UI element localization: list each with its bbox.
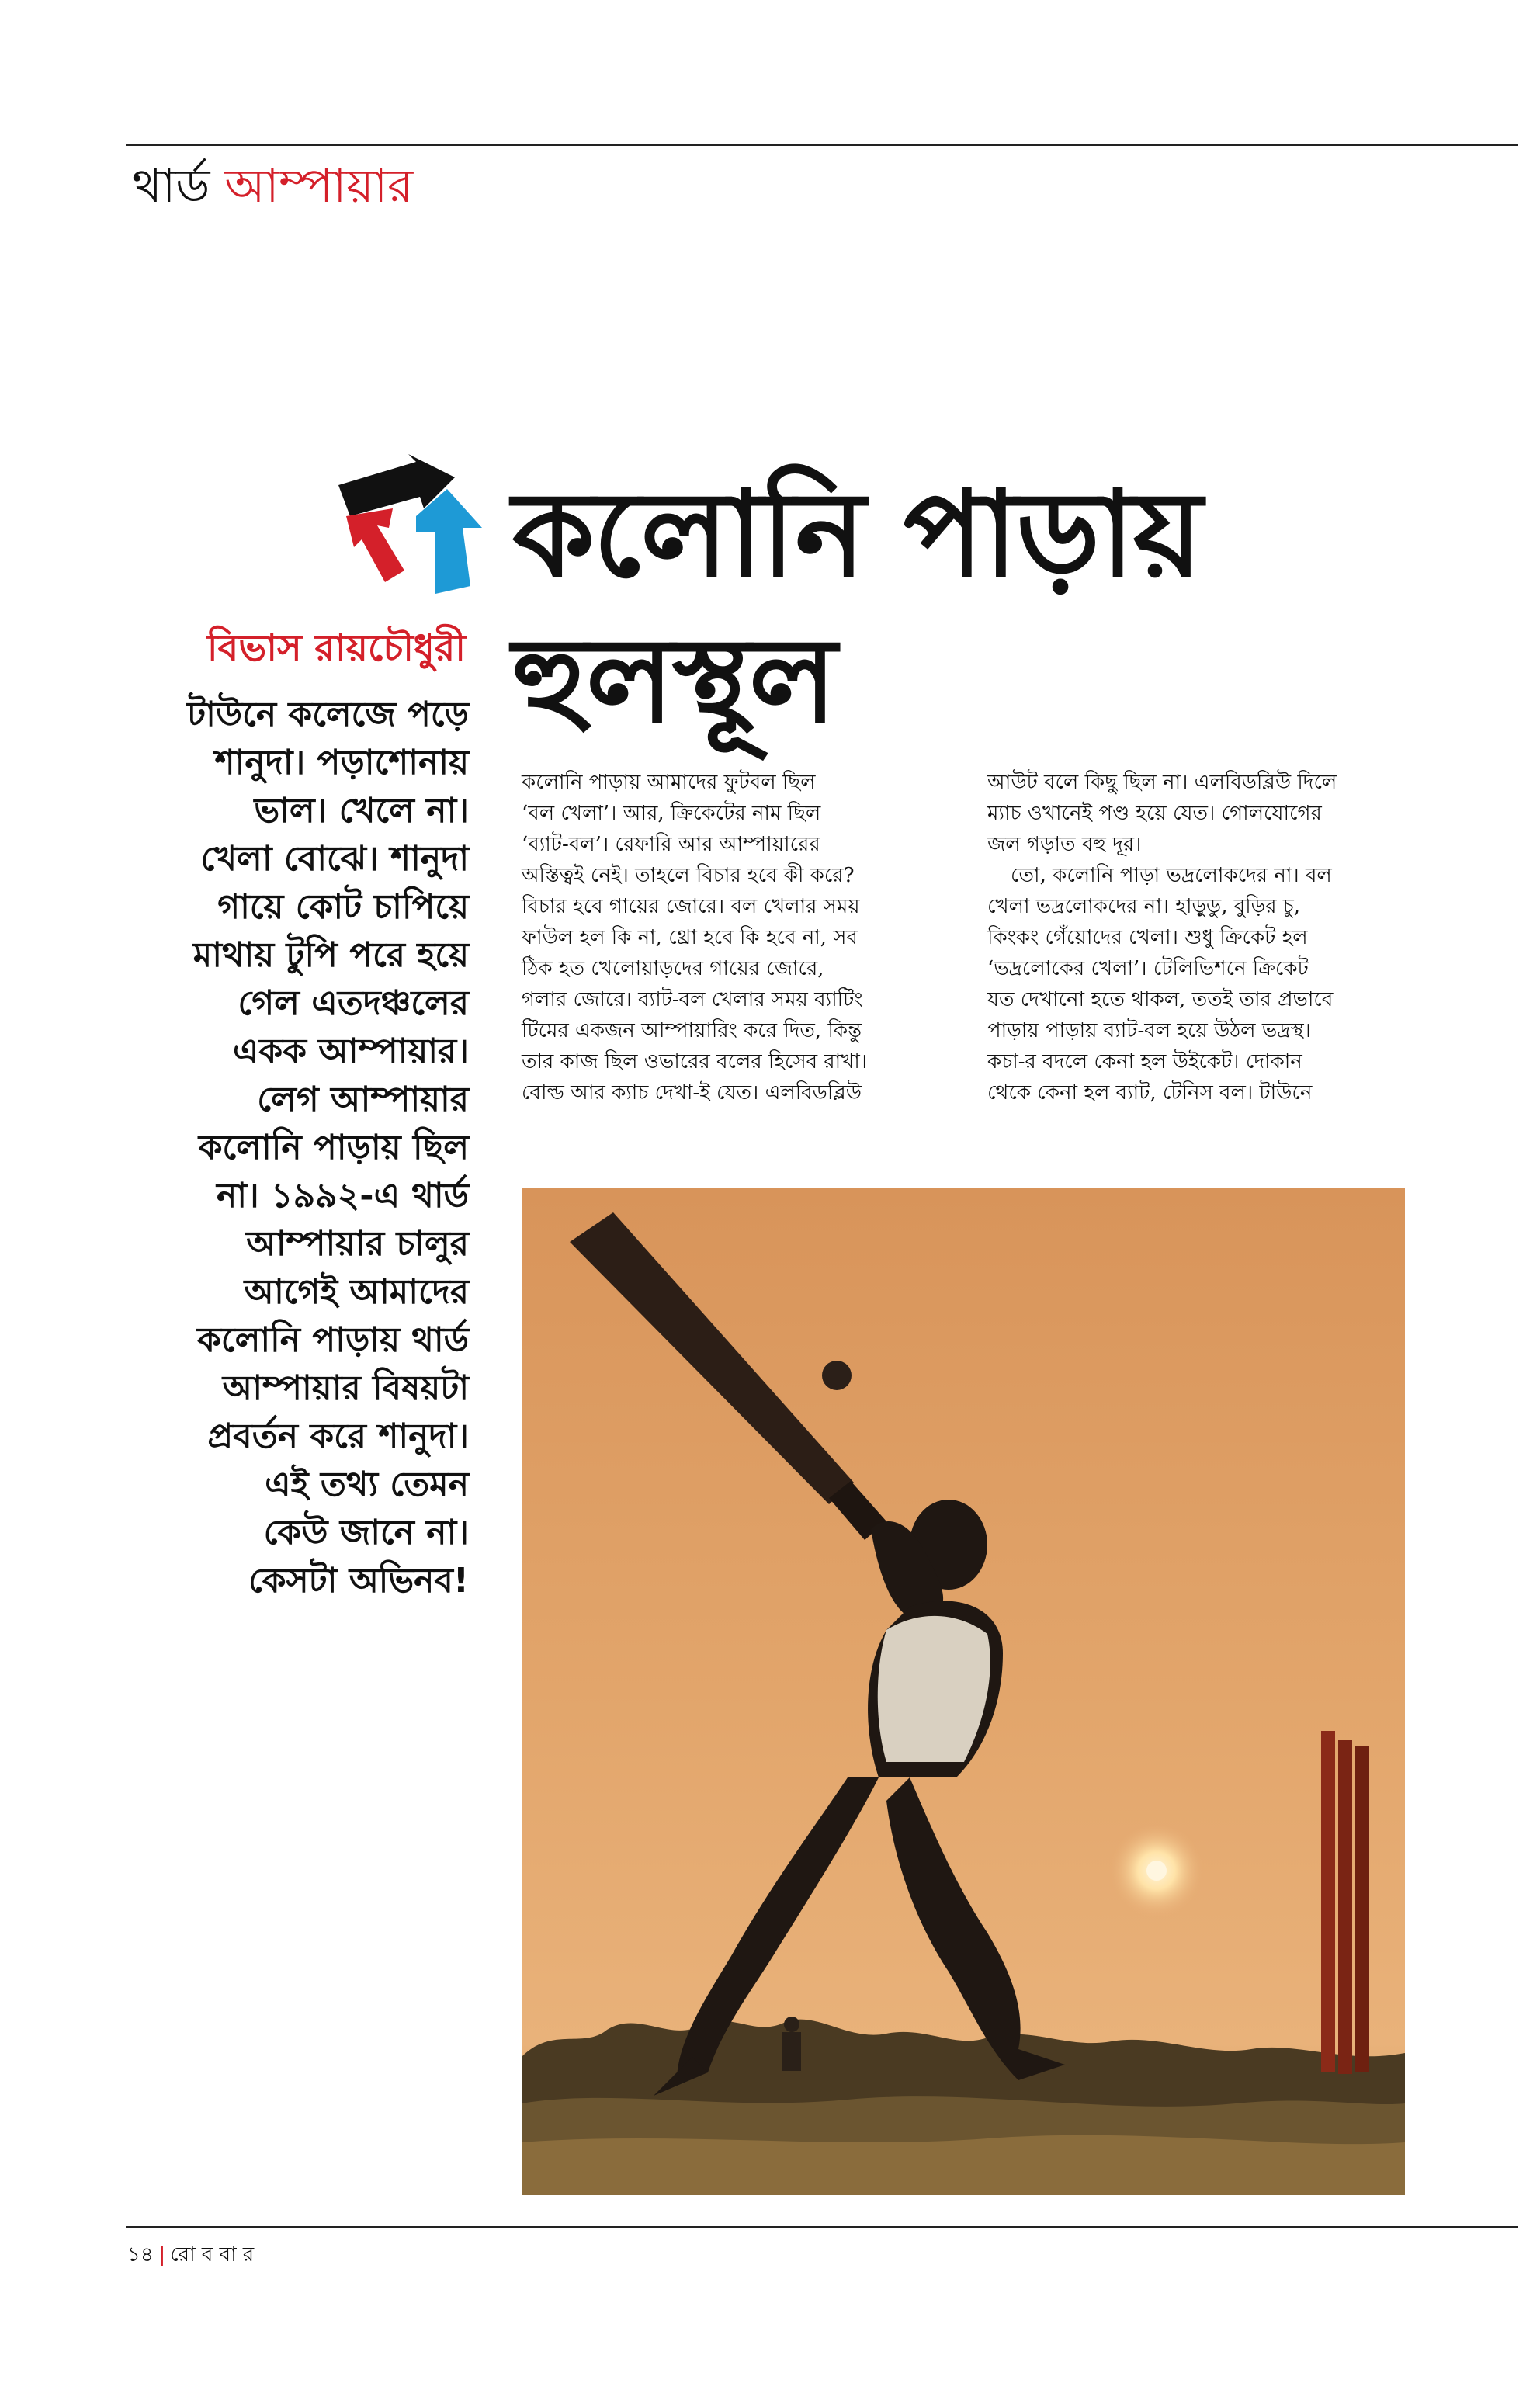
article-line: কচা-র বদলে কেনা হল উইকেট। দোকান — [987, 1050, 1302, 1073]
intro-line: মাথায় টুপি পরে হয়ে — [192, 935, 469, 975]
article-line: তার কাজ ছিল ওভারের বলের হিসেব রাখা। — [522, 1050, 868, 1073]
cricket-batsman-image — [522, 1188, 1405, 2195]
page-number: ১৪ — [127, 2243, 154, 2266]
intro-line: আম্পায়ার চালুর — [246, 1224, 469, 1264]
footer-separator: | — [158, 2243, 166, 2266]
intro-line: এই তথ্য তেমন — [265, 1465, 469, 1504]
intro-line: ভাল। খেলে না। — [254, 791, 469, 831]
article-line: কিংকং গেঁয়োদের খেলা। শুধু ক্রিকেট হল — [987, 926, 1308, 949]
article-column-1 — [522, 767, 967, 1108]
article-line: তো, কলোনি পাড়া ভদ্রলোকদের না। বল — [1011, 864, 1332, 887]
article-line: ‘বল খেলা’। আর, ক্রিকেটের নাম ছিল — [522, 802, 821, 825]
article-line: ঠিক হত খেলোয়াড়দের গায়ের জোরে, — [522, 957, 824, 980]
intro-line: আম্পায়ার বিষয়টা — [222, 1368, 469, 1408]
intro-line: কলোনি পাড়ায় থার্ড — [197, 1320, 469, 1360]
article-line: ম্যাচ ওখানেই পণ্ড হয়ে যেত। গোলযোগের — [987, 802, 1322, 825]
author-byline: বিভাস রায়চৌধুরী — [206, 626, 466, 670]
section-title-word2: আম্পায়ার — [224, 159, 414, 213]
section-title-word1: থার্ড — [132, 159, 210, 213]
headline-line2: হুলস্থূল — [512, 612, 836, 749]
article-line: খেলা ভদ্রলোকদের না। হাড়ুডু, বুড়ির চু, — [987, 895, 1301, 918]
intro-line: কেসটা অভিনব! — [248, 1561, 469, 1601]
article-line: বোল্ড আর ক্যাচ দেখা-ই যেত। এলবিডব্লিউ — [522, 1081, 862, 1105]
intro-text — [132, 691, 469, 1605]
cricket-photo — [522, 1188, 1405, 2195]
arrows-logo-icon — [331, 454, 486, 602]
intro-line: গেল এতদঞ্চলের — [238, 983, 469, 1023]
intro-line: আগেই আমাদের — [244, 1272, 469, 1312]
article-line: টিমের একজন আম্পায়ারিং করে দিত, কিন্তু — [522, 1019, 862, 1042]
intro-line: কেউ জানে না। — [263, 1513, 469, 1552]
page-footer — [127, 2242, 254, 2268]
article-line: থেকে কেনা হল ব্যাট, টেনিস বল। টাউনে — [987, 1081, 1313, 1105]
article-line: যত দেখানো হতে থাকল, ততই তার প্রভাবে — [987, 988, 1334, 1011]
article-line: ‘ব্যাট-বল’। রেফারি আর আম্পায়ারের — [522, 833, 820, 856]
article-line: কলোনি পাড়ায় আমাদের ফুটবল ছিল — [522, 771, 816, 794]
intro-line: প্রবর্তন করে শানুদা। — [207, 1417, 469, 1456]
article-line: ফাউল হল কি না, থ্রো হবে কি হবে না, সব — [522, 926, 858, 949]
section-title — [132, 155, 413, 217]
article-line: অস্তিত্বই নেই। তাহলে বিচার হবে কী করে? — [522, 864, 855, 887]
article-line: ‘ভদ্রলোকের খেলা’। টেলিভিশনে ক্রিকেট — [987, 957, 1309, 980]
intro-line: না। ১৯৯২-এ থার্ড — [216, 1176, 469, 1216]
top-rule — [126, 144, 1518, 146]
intro-line: টাউনে কলেজে পড়ে — [187, 695, 469, 734]
bottom-rule — [126, 2226, 1518, 2228]
article-line: পাড়ায় পাড়ায় ব্যাট-বল হয়ে উঠল ভদ্রস্থ। — [987, 1019, 1311, 1042]
article-line: গলার জোরে। ব্যাট-বল খেলার সময় ব্যাটিং — [522, 988, 863, 1011]
headline-line1: কলোনি পাড়ায় — [512, 466, 1202, 603]
intro-line: গায়ে কোট চাপিয়ে — [217, 887, 469, 927]
publication-name: রো ব বা র — [170, 2243, 255, 2266]
article-line: বিচার হবে গায়ের জোরে। বল খেলার সময় — [522, 895, 860, 918]
intro-line: শানুদা। পড়াশোনায় — [214, 743, 469, 782]
headline — [512, 462, 1289, 754]
intro-line: খেলা বোঝে। শানুদা — [200, 839, 469, 879]
article-line: জল গড়াত বহু দূর। — [987, 833, 1142, 856]
intro-line: লেগ আম্পায়ার — [257, 1080, 469, 1119]
intro-line: কলোনি পাড়ায় ছিল — [198, 1128, 469, 1167]
article-column-2 — [987, 767, 1433, 1108]
intro-line: একক আম্পায়ার। — [232, 1032, 469, 1071]
article-line: আউট বলে কিছু ছিল না। এলবিডব্লিউ দিলে — [987, 771, 1337, 794]
